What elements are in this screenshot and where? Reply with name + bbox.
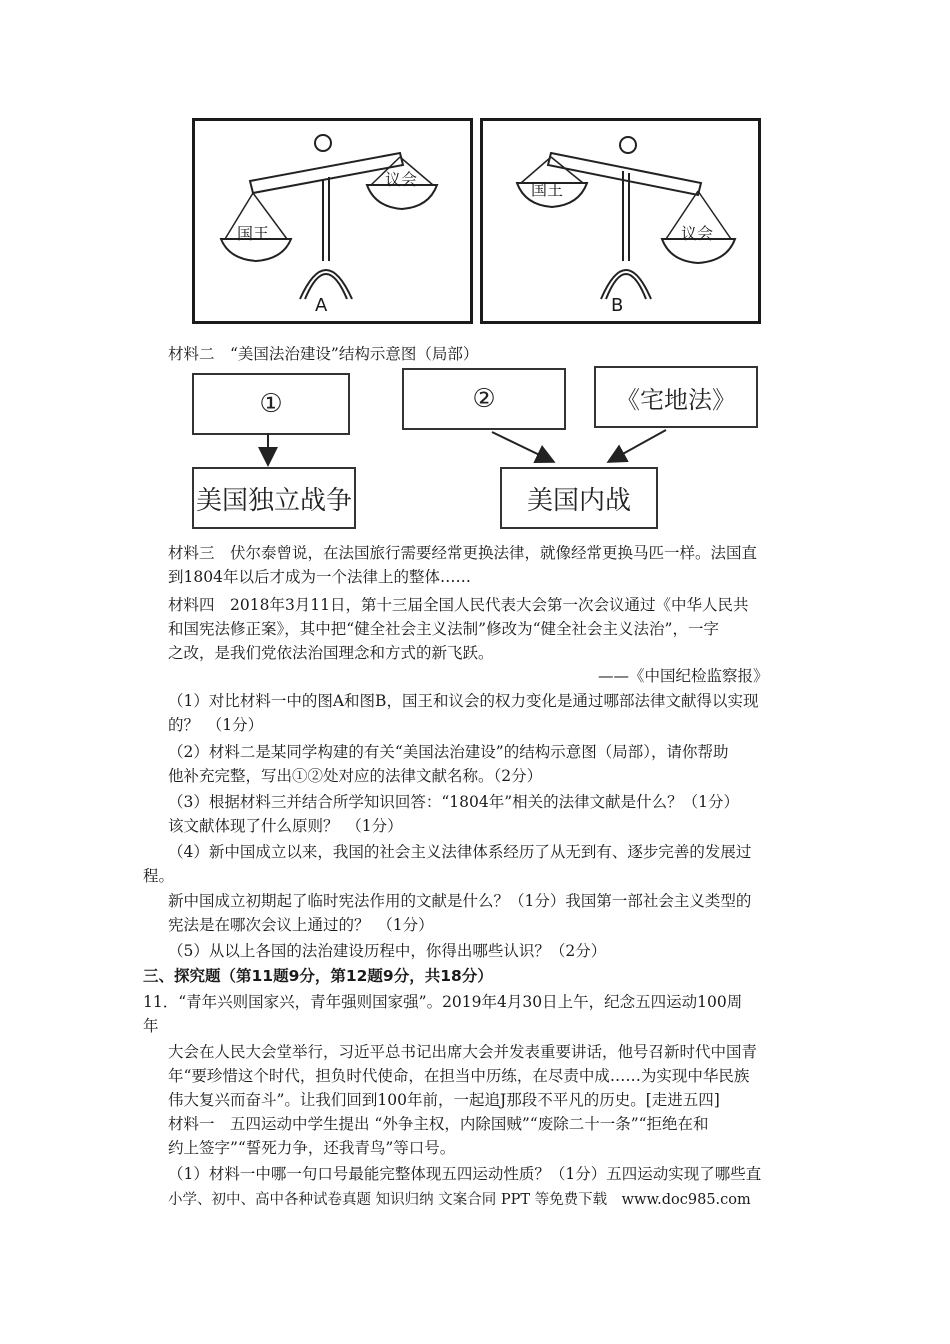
scale-b-left-pan-label: 国王	[531, 180, 564, 199]
question-3: （3）根据材料三并结合所学知识回答：“1804年”相关的法律文献是什么？（1分）	[168, 793, 740, 811]
text-line: 该文献体现了什么原则？ （1分）	[168, 817, 403, 835]
diagram-arrows	[0, 0, 950, 560]
text-line: 材料三 伏尔泰曾说，在法国旅行需要经常更换法律，就像经常更换马匹一样。法国直	[168, 544, 758, 562]
scale-a-right-pan-label: 议会	[385, 170, 418, 189]
question-2: （2）材料二是某同学构建的有关“美国法治建设”的结构示意图（局部），请你帮助	[168, 743, 729, 761]
diagram-box-5: 美国内战	[500, 467, 658, 529]
text-line: 伟大复兴而奋斗”。让我们回到100年前，一起追J那段不平凡的历史。[走进五四]	[168, 1091, 720, 1109]
text-line: 和国宪法修正案》，其中把“健全社会主义法制”修改为“健全社会主义法治”，一字	[168, 620, 719, 638]
scale-b-caption: B	[611, 295, 624, 316]
text-line: 程。	[143, 867, 175, 885]
scale-b-right-pan-label: 议会	[681, 224, 714, 243]
diagram-box-4: 美国独立战争	[192, 467, 356, 529]
diagram-box-2: ②	[402, 368, 566, 430]
text-line: 他补充完整，写出①②处对应的法律文献名称。（2分）	[168, 767, 543, 785]
arrow-box2-to-box5	[492, 432, 552, 461]
text-line: 到1804年以后才成为一个法律上的整体……	[168, 568, 471, 586]
question-11-1: （1）材料一中哪一句口号最能完整体现五四运动性质？（1分）五四运动实现了哪些直	[168, 1165, 762, 1183]
text-line: 年“要珍惜这个时代，担负时代使命，在担当中历练，在尽责中成……为实现中华民族	[168, 1067, 750, 1085]
text-line: 材料四 2018年3月11日，第十三届全国人民代表大会第一次会议通过《中华人民共	[168, 596, 749, 614]
diagram-box-1: ①	[192, 373, 350, 435]
text-line: 的？ （1分）	[168, 716, 264, 734]
citation: ——《中国纪检监察报》	[598, 667, 769, 685]
scale-a-left-pan-label: 国王	[237, 224, 270, 243]
text-line: 约上签字”“誓死力争，还我青鸟”等口号。	[168, 1139, 456, 1157]
text-line: 材料一 五四运动中学生提出 “外争主权，内除国贼”“废除二十一条”“拒绝在和	[168, 1115, 709, 1133]
question-5: （5）从以上各国的法治建设历程中，你得出哪些认识？（2分）	[168, 942, 607, 960]
diagram-box-3: 《宅地法》	[594, 366, 758, 428]
text-line: 之改，是我们党依法治国理念和方式的新飞跃。	[168, 644, 494, 662]
scale-a-caption: A	[315, 295, 328, 316]
question-1: （1）对比材料一中的图A和图B，国王和议会的权力变化是通过哪部法律文献得以实现	[168, 692, 759, 710]
arrow-box3-to-box5	[610, 430, 666, 461]
question-11: 11．“青年兴则国家兴，青年强则国家强”。2019年4月30日上午，纪念五四运动100周	[143, 993, 743, 1011]
text-line: 年	[143, 1017, 159, 1035]
text-line: 宪法是在哪次会议上通过的？ （1分）	[168, 916, 434, 934]
text-line: 大会在人民大会堂举行，习近平总书记出席大会并发表重要讲话，他号召新时代中国青	[168, 1043, 758, 1061]
material2-title: 材料二 “美国法治建设”结构示意图（局部）	[168, 345, 479, 363]
question-4: （4）新中国成立以来，我国的社会主义法律体系经历了从无到有、逐步完善的发展过	[168, 843, 752, 861]
section-heading: 三、探究题（第11题9分，第12题9分，共18分）	[143, 967, 493, 985]
text-line: 新中国成立初期起了临时宪法作用的文献是什么？（1分）我国第一部社会主义类型的	[168, 892, 752, 910]
footer-text: 小学、初中、高中各种试卷真题 知识归纳 文案合同 PPT 等免费下载 www.doc985.com	[168, 1192, 751, 1208]
